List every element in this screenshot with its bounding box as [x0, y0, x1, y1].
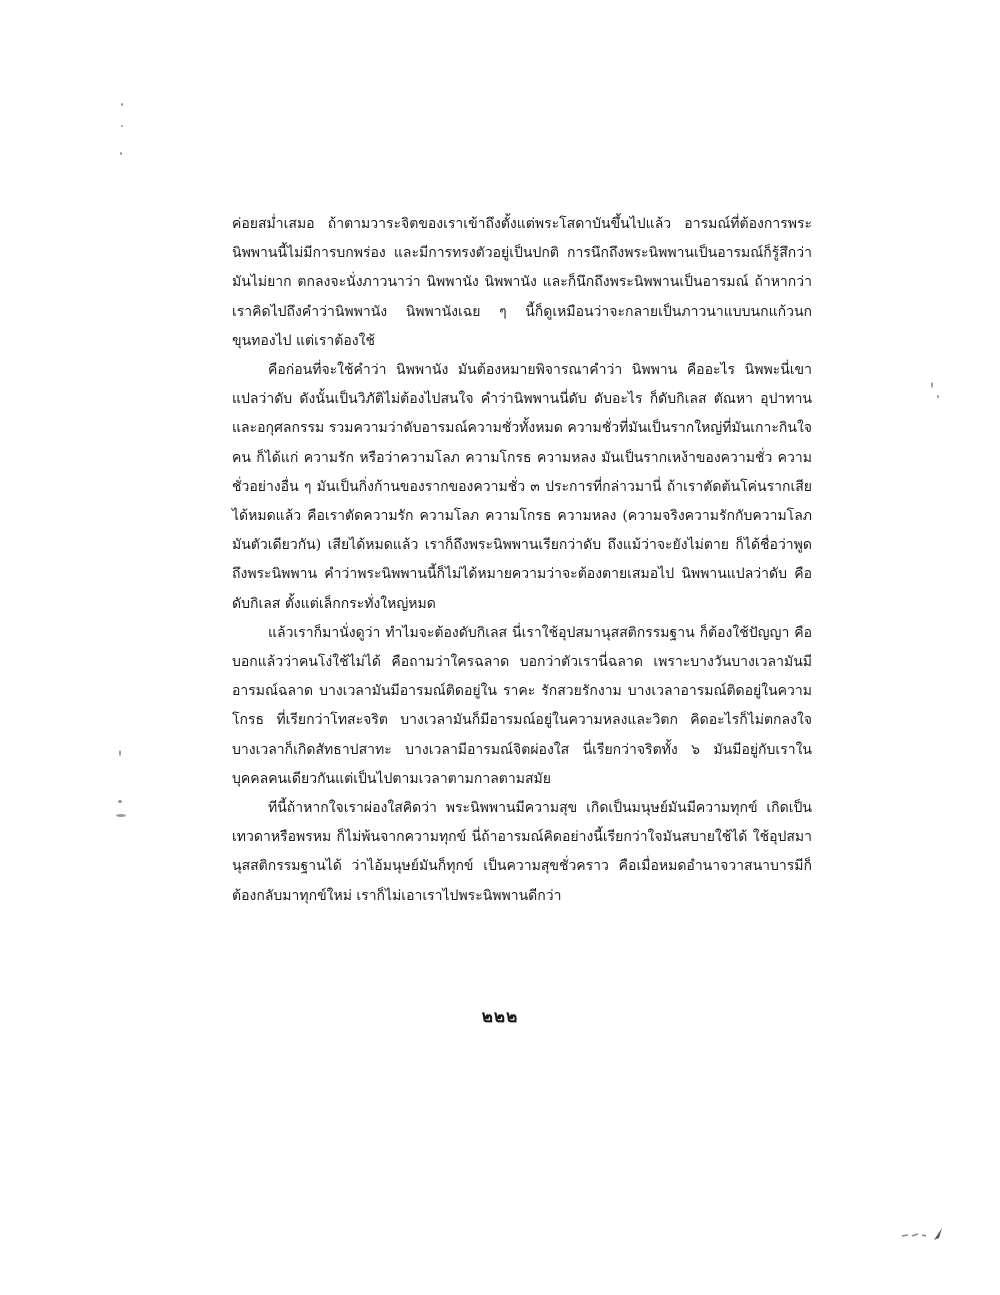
scan-speck: [120, 152, 122, 155]
scan-speck: [118, 800, 122, 803]
scan-speck: [121, 125, 123, 127]
scan-speck: [119, 750, 121, 756]
scan-speck: [931, 382, 933, 388]
scan-speck: [116, 814, 126, 817]
page-number: ๒๒๒: [481, 1007, 519, 1027]
paragraph-2: คือก่อนที่จะใช้คำว่า นิพพานัง มันต้องหมายพิจารณาคำว่า นิพพาน คืออะไร นิพพะนี่เขาแปลว่าดับ ดังนั้นเป็นวิภัติไม่ต้องไปสนใจ คำว่านิพพานนี่ดับ ดับอะไร ก็ดับกิเลส ตัณหา อุปาทานและอกุศลกรรม รวมความว่าดับอารมณ์ความชั่วทั้งหมด ความชั่วที่มันเป็นรากใหญ่ที่มันเกาะกินใจคน ก็ได้แก่ ความรัก หรือว่าความโลภ ความโกรธ ความหลง มันเป็นรากเหง้าของความชั่ว ความชั่วอย่างอื่น ๆ มันเป็นกิ่งก้านของรากของความชั่ว ๓ ประการที่กล่าวมานี่ ถ้าเราตัดต้นโค่นรากเสียได้หมดแล้ว คือเราตัดความรัก ความโลภ ความโกรธ ความหลง (ความจริงความรักกับความโลภมันตัวเดียวกัน) เสียได้หมดแล้ว เราก็ถึงพระนิพพานเรียกว่าดับ ถึงแม้ว่าจะยังไม่ตาย ก็ได้ชื่อว่าพูดถึงพระนิพพาน คำว่าพระนิพพานนี้ก็ไม่ได้หมายความว่าจะต้องตายเสมอไป นิพพานแปลว่าดับ คือ ดับกิเลส ตั้งแต่เล็กกระทั่งใหญ่หมด: [232, 362, 812, 612]
scan-speck: [937, 395, 939, 398]
scan-artifact-mark: [898, 1222, 950, 1244]
scan-speck: [121, 103, 123, 106]
paragraph-4: ทีนี้ถ้าหากใจเราผ่องใสคิดว่า พระนิพพานมีความสุข เกิดเป็นมนุษย์มันมีความทุกข์ เกิดเป็นเทวดาหรือพรหม ก็ไม่พ้นจากความทุกข์ นี่ถ้าอารมณ์คิดอย่างนี้เรียกว่าใจมันสบายใช้ได้ ใช้อุปสมานุสสติกรรมฐานได้ ว่าไอ้มนุษย์มันก็ทุกข์ เป็นความสุขชั่วคราว คือเมื่อหมดอำนาจวาสนาบารมีก็ต้องกลับมาทุกข์ใหม่ เราก็ไม่เอาเราไปพระนิพพานดีกว่า: [232, 800, 812, 904]
body-text: [232, 210, 812, 911]
paragraph-3: แล้วเราก็มานั่งดูว่า ทำไมจะต้องดับกิเลส นี่เราใช้อุปสมานุสสติกรรมฐาน ก็ต้องใช้ปัญญา คือบอกแล้วว่าคนโง่ใช้ไม่ได้ คือถามว่าใครฉลาด บอกว่าตัวเรานี่ฉลาด เพราะบางวันบางเวลามันมีอารมณ์ฉลาด บางเวลามันมีอารมณ์ติดอยู่ใน ราคะ รักสวยรักงาม บางเวลาอารมณ์ติดอยู่ในความโกรธ ที่เรียกว่าโทสะจริต บางเวลามันก็มีอารมณ์อยู่ในความหลงและวิตก คิดอะไรก็ไม่ตกลงใจ บางเวลาก็เกิดสัทธาปสาทะ บางเวลามีอารมณ์จิตผ่องใส นี่เรียกว่าจริตทั้ง ๖ มันมีอยู่กับเราในบุคคลคนเดียวกันแต่เป็นไปตามเวลาตามกาลตามสมัย: [232, 624, 812, 787]
paragraph-1: ค่อยสม่ำเสมอ ถ้าตามวาระจิตของเราเข้าถึงตั้งแต่พระโสดาบันขึ้นไปแล้ว อารมณ์ที่ต้องการพระนิพพานนี้ไม่มีการบกพร่อง และมีการทรงตัวอยู่เป็นปกติ การนึกถึงพระนิพพานเป็นอารมณ์ก็รู้สึกว่ามันไม่ยาก ตกลงจะนั่งภาวนาว่า นิพพานัง นิพพานัง และก็นึกถึงพระนิพพานเป็นอารมณ์ ถ้าหากว่าเราคิดไปถึงคำว่านิพพานัง นิพพานังเฉย ๆ นี้ก็ดูเหมือนว่าจะกลายเป็นภาวนาแบบนกแก้วนกขุนทองไป แต่เราต้องใช้: [232, 216, 812, 349]
